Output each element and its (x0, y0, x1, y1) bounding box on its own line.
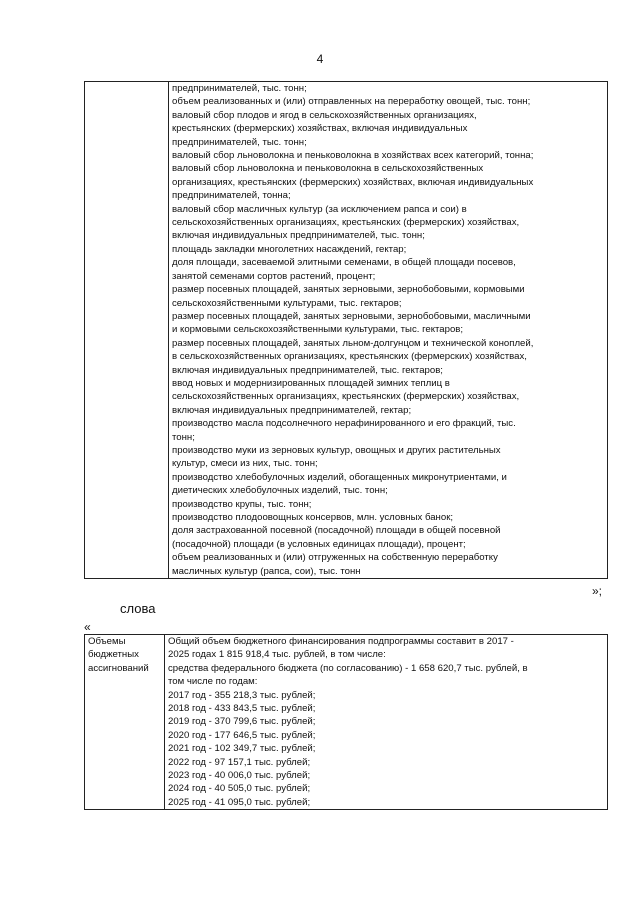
text-line: и кормовыми сельскохозяйственными культурами, тыс. гектаров; (172, 324, 464, 336)
text-line: крестьянских (фермерских) хозяйствах, включая индивидуальных (172, 123, 468, 135)
opening-quote-mark: « (84, 620, 91, 634)
text-line: производство плодоовощных консервов, млн. условных банок; (172, 512, 454, 523)
table-row (85, 82, 608, 579)
text-line: доля площади, засеваемой элитными семенами, в общей площади посевов, (172, 257, 516, 269)
text-line: тонн; (172, 431, 195, 443)
text-line: предпринимателей, тонна; (172, 190, 291, 202)
budget-value-cell (165, 635, 608, 810)
text-line: валовый сбор льноволокна и пеньковолокна в сельскохозяйственных (172, 163, 484, 175)
text-line: сельскохозяйственных организациях, крестьянских (фермерских) хозяйствах, (172, 217, 520, 229)
text-line: в сельскохозяйственных организациях, крестьянских (фермерских) хозяйствах, (172, 351, 527, 363)
text-line: площадь закладки многолетних насаждений, гектар; (172, 243, 407, 255)
text-line: сельскохозяйственными культурами, тыс. гектаров; (172, 297, 402, 309)
text-line: включая индивидуальных предпринимателей, гектар; (172, 404, 412, 416)
text-line: доля застрахованной посевной (посадочной) площади в общей посевной (172, 525, 501, 537)
text-line: том числе по годам: (168, 676, 258, 688)
closing-quote-mark: »; (592, 584, 603, 598)
text-line: объем реализованных и (или) отправленных на переработку овощей, тыс. тонн; (172, 96, 531, 108)
indicators-table (84, 81, 608, 579)
text-line: валовый сбор льноволокна и пеньковолокна в хозяйствах всех категорий, тонна; (172, 150, 534, 162)
text-line: средства федерального бюджета (по согласованию) - 1 658 620,7 тыс. рублей, в (168, 662, 528, 674)
label-line: бюджетных (88, 649, 139, 661)
budget-table (84, 634, 608, 810)
table-row (85, 635, 608, 810)
text-line: занятой семенами сортов растений, процент; (172, 270, 376, 282)
slova-word: слова (120, 601, 156, 616)
text-line: организациях, крестьянских (фермерских) хозяйствах, включая индивидуальных (172, 176, 534, 188)
text-line: предпринимателей, тыс. тонн; (172, 136, 307, 148)
text-line: 2020 год - 177 646,5 тыс. рублей; (168, 729, 316, 741)
text-line: производство хлебобулочных изделий, обогащенных микронутриентами, и (172, 471, 507, 483)
text-line: 2017 год - 355 218,3 тыс. рублей; (168, 689, 316, 701)
text-line: 2021 год - 102 349,7 тыс. рублей; (168, 743, 316, 755)
text-line: 2019 год - 370 799,6 тыс. рублей; (168, 716, 316, 728)
text-line: сельскохозяйственных организациях, крестьянских (фермерских) хозяйствах, (172, 391, 520, 403)
table-left-cell (85, 82, 169, 579)
text-line: размер посевных площадей, занятых зерновыми, зернобобовыми, масличными (172, 310, 531, 322)
text-line: включая индивидуальных предпринимателей, тыс. гектаров; (172, 364, 443, 376)
text-line: валовый сбор масличных культур (за исключением рапса и сои) в (172, 203, 467, 215)
text-line: (посадочной) площади (в условных единицах площади), процент; (172, 538, 466, 550)
indicators-list-cell (169, 82, 608, 579)
text-line: валовый сбор плодов и ягод в сельскохозяйственных организациях, (172, 109, 477, 121)
text-line: 2025 годах 1 815 918,4 тыс. рублей, в том числе: (168, 649, 386, 661)
text-line: 2022 год - 97 157,1 тыс. рублей; (168, 756, 311, 768)
text-line: объем реализованных и (или) отгруженных на собственную переработку (172, 552, 498, 564)
text-line: ввод новых и модернизированных площадей зимних теплиц в (172, 377, 450, 389)
text-line: производство масла подсолнечного нерафинированного и его фракций, тыс. (172, 418, 516, 430)
text-line: размер посевных площадей, занятых зерновыми, зернобобовыми, кормовыми (172, 284, 525, 296)
text-line: культур, смеси из них, тыс. тонн; (172, 458, 318, 470)
text-line: 2024 год - 40 505,0 тыс. рублей; (168, 783, 311, 795)
text-line: предпринимателей, тыс. тонн; (172, 83, 307, 94)
text-line: включая индивидуальных предпринимателей, тыс. тонн; (172, 230, 425, 242)
text-line: 2025 год - 41 095,0 тыс. рублей; (168, 796, 311, 808)
label-line: ассигнований (88, 662, 149, 674)
text-line: производство муки из зерновых культур, овощных и других растительных (172, 444, 501, 456)
text-line: размер посевных площадей, занятых льном-долгунцом и технической коноплей, (172, 337, 534, 349)
budget-label-cell (85, 635, 165, 810)
text-line: диетических хлебобулочных изделий, тыс. тонн; (172, 485, 388, 497)
page-number: 4 (316, 52, 324, 66)
label-line: Объемы (88, 636, 126, 647)
text-line: 2023 год - 40 006,0 тыс. рублей; (168, 770, 311, 782)
text-line: масличных культур (рапса, сои), тыс. тонн (172, 565, 361, 577)
text-line: Общий объем бюджетного финансирования подпрограммы составит в 2017 - (168, 636, 514, 647)
text-line: производство крупы, тыс. тонн; (172, 498, 312, 510)
text-line: 2018 год - 433 843,5 тыс. рублей; (168, 703, 316, 715)
